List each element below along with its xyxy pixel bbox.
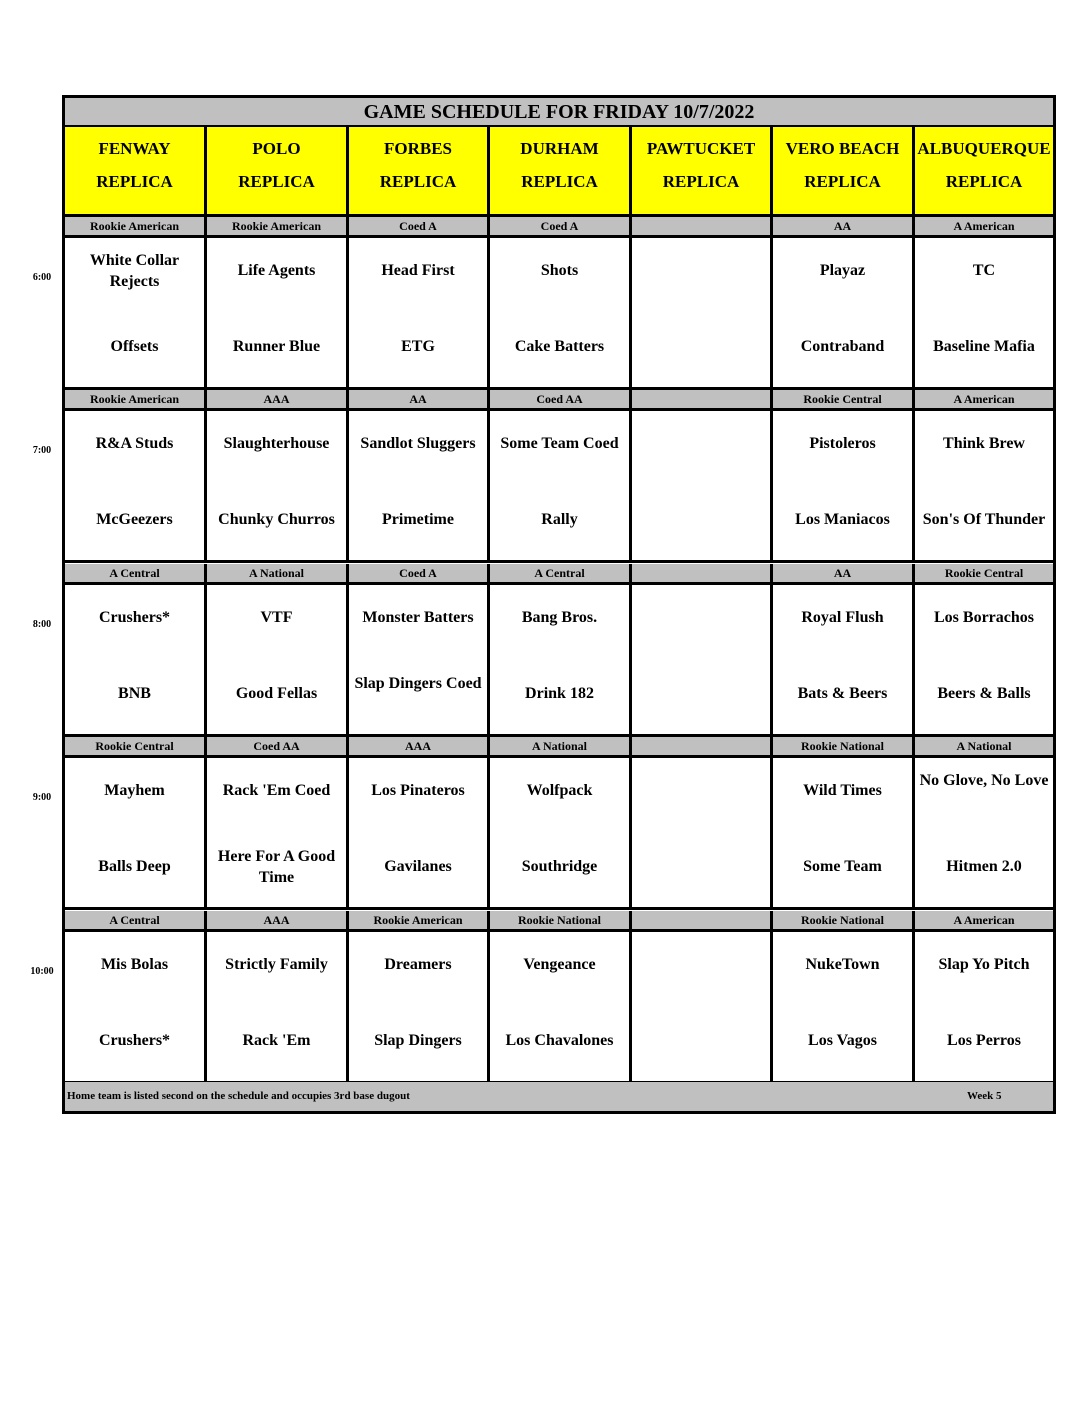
division-label: AAA xyxy=(207,390,349,411)
field-header-0 xyxy=(65,127,207,217)
division-label: Rookie National xyxy=(773,737,915,758)
game-cell xyxy=(65,758,207,910)
away-team: Mayhem xyxy=(104,782,165,799)
field-header-2 xyxy=(349,127,490,217)
field-subtitle: REPLICA xyxy=(96,172,173,191)
field-header-5 xyxy=(773,127,915,217)
home-team: Southridge xyxy=(521,858,598,875)
division-label: Rookie National xyxy=(773,911,915,932)
game-cell xyxy=(773,238,915,390)
division-label: Rookie American xyxy=(65,390,207,411)
home-team: Primetime xyxy=(382,511,454,528)
division-label: AAA xyxy=(207,911,349,932)
division-label xyxy=(632,390,773,411)
schedule-table xyxy=(62,95,1056,1114)
home-team: Here For A Good Time xyxy=(217,848,336,886)
game-cell xyxy=(65,585,207,737)
division-label: A National xyxy=(207,564,349,585)
home-team: McGeezers xyxy=(96,511,173,528)
home-team: Bats & Beers xyxy=(797,685,888,702)
field-subtitle: REPLICA xyxy=(379,172,457,191)
away-team: Mis Bolas xyxy=(100,956,169,973)
game-cell xyxy=(207,758,349,910)
away-team: VTF xyxy=(260,609,293,626)
field-subtitle: REPLICA xyxy=(662,172,740,191)
home-team: Balls Deep xyxy=(98,858,171,875)
home-team: Gavilanes xyxy=(384,858,452,875)
time-label-6-00: 6:00 xyxy=(32,272,52,283)
game-cell xyxy=(349,932,490,1084)
division-label: A Central xyxy=(65,564,207,585)
field-subtitle: REPLICA xyxy=(238,172,315,191)
home-team: Some Team xyxy=(803,858,882,875)
away-team: Some Team Coed xyxy=(500,435,619,452)
division-label: Rookie American xyxy=(65,217,207,238)
home-team: Slap Dingers xyxy=(374,1032,462,1049)
game-cell xyxy=(207,238,349,390)
field-subtitle: REPLICA xyxy=(804,172,881,191)
away-team: Bang Bros. xyxy=(521,609,598,626)
game-cell xyxy=(915,411,1053,563)
field-name: FORBES xyxy=(383,139,453,158)
division-label: Coed AA xyxy=(207,737,349,758)
game-cell xyxy=(632,238,773,390)
time-label-8-00: 8:00 xyxy=(32,619,52,630)
home-team: Rack 'Em xyxy=(242,1032,311,1049)
time-label-9-00: 9:00 xyxy=(32,792,52,803)
game-cell xyxy=(773,758,915,910)
home-team: Runner Blue xyxy=(232,338,321,355)
division-label xyxy=(632,911,773,932)
game-cell xyxy=(632,585,773,737)
field-name: FENWAY xyxy=(98,139,171,158)
home-team: Hitmen 2.0 xyxy=(946,858,1022,875)
division-label: Rookie Central xyxy=(65,737,207,758)
home-team: Crushers* xyxy=(98,1032,171,1049)
away-team: Sandlot Sluggers xyxy=(360,435,476,452)
division-label: A Central xyxy=(490,564,632,585)
game-cell xyxy=(65,238,207,390)
division-label xyxy=(632,217,773,238)
away-team: NukeTown xyxy=(805,956,880,973)
field-header-6 xyxy=(915,127,1053,217)
home-team: Baseline Mafia xyxy=(933,338,1035,355)
game-cell xyxy=(773,411,915,563)
home-team: Offsets xyxy=(110,338,159,355)
field-header-3 xyxy=(490,127,632,217)
home-team: ETG xyxy=(401,338,435,355)
home-team: Son's Of Thunder xyxy=(922,511,1046,528)
away-team: White Collar Rejects xyxy=(89,252,180,290)
field-name: PAWTUCKET xyxy=(646,139,756,158)
division-label: A American xyxy=(915,911,1053,932)
field-name: VERO BEACH xyxy=(785,139,900,158)
away-team: Royal Flush xyxy=(801,609,884,626)
schedule-footer xyxy=(65,1082,1053,1111)
division-label: Rookie American xyxy=(349,911,490,932)
game-cell xyxy=(349,585,490,737)
home-team: Los Maniacos xyxy=(795,511,890,528)
division-label: Rookie American xyxy=(207,217,349,238)
division-label: Coed A xyxy=(349,564,490,585)
game-cell xyxy=(490,758,632,910)
away-team: Vengeance xyxy=(523,956,596,973)
game-cell xyxy=(207,411,349,563)
division-label xyxy=(632,737,773,758)
game-cell xyxy=(490,411,632,563)
field-name: DURHAM xyxy=(520,139,599,158)
time-label-10-00: 10:00 xyxy=(30,966,54,977)
division-label: Coed AA xyxy=(490,390,632,411)
away-team: Shots xyxy=(540,262,579,279)
division-label: Rookie National xyxy=(490,911,632,932)
home-team-note: Home team is listed second on the schedule and occupies 3rd base dugout xyxy=(67,1090,410,1102)
home-team: Los Perros xyxy=(947,1032,1021,1049)
away-team: Los Pinateros xyxy=(371,782,465,799)
game-cell xyxy=(490,585,632,737)
division-label: AAA xyxy=(349,737,490,758)
away-team: Head First xyxy=(381,262,455,279)
division-label: Coed A xyxy=(490,217,632,238)
away-team: No Glove, No Love xyxy=(919,772,1049,789)
division-label: A American xyxy=(915,217,1053,238)
home-team: Rally xyxy=(541,511,578,528)
home-team: Cake Batters xyxy=(514,338,605,355)
division-label xyxy=(632,564,773,585)
division-label: A National xyxy=(915,737,1053,758)
away-team: Playaz xyxy=(819,262,866,279)
away-team: Rack 'Em Coed xyxy=(222,782,331,799)
game-cell xyxy=(490,238,632,390)
field-subtitle: REPLICA xyxy=(945,172,1023,191)
field-header-4 xyxy=(632,127,773,217)
away-team: Wolfpack xyxy=(526,782,593,799)
field-subtitle: REPLICA xyxy=(521,172,598,191)
home-team: Slap Dingers Coed xyxy=(354,675,482,692)
home-team: BNB xyxy=(118,685,151,702)
game-cell xyxy=(349,411,490,563)
game-cell xyxy=(773,932,915,1084)
game-cell xyxy=(632,411,773,563)
game-cell xyxy=(349,238,490,390)
game-cell xyxy=(207,585,349,737)
game-cell xyxy=(65,932,207,1084)
away-team: Dreamers xyxy=(384,956,452,973)
game-cell xyxy=(915,238,1053,390)
home-team: Los Chavalones xyxy=(505,1032,614,1049)
home-team: Los Vagos xyxy=(808,1032,877,1049)
away-team: Pistoleros xyxy=(809,435,876,452)
away-team: Monster Batters xyxy=(362,609,474,626)
game-cell xyxy=(915,758,1053,910)
game-cell xyxy=(632,932,773,1084)
division-label: Rookie Central xyxy=(773,390,915,411)
division-label: Rookie Central xyxy=(915,564,1053,585)
field-name: ALBUQUERQUE xyxy=(917,139,1051,158)
home-team: Beers & Balls xyxy=(937,685,1031,702)
away-team: Los Borrachos xyxy=(934,609,1034,626)
away-team: Slaughterhouse xyxy=(223,435,330,452)
home-team: Chunky Churros xyxy=(218,511,335,528)
game-cell xyxy=(349,758,490,910)
game-cell xyxy=(915,585,1053,737)
division-label: AA xyxy=(349,390,490,411)
away-team: Think Brew xyxy=(943,435,1025,452)
time-label-7-00: 7:00 xyxy=(32,445,52,456)
away-team: Wild Times xyxy=(803,782,882,799)
away-team: Strictly Family xyxy=(225,956,328,973)
home-team: Drink 182 xyxy=(525,685,594,702)
game-cell xyxy=(490,932,632,1084)
home-team: Contraband xyxy=(800,338,885,355)
field-header-1 xyxy=(207,127,349,217)
game-cell xyxy=(207,932,349,1084)
game-cell xyxy=(65,411,207,563)
week-label: Week 5 xyxy=(967,1090,1002,1102)
home-team: Good Fellas xyxy=(235,685,318,702)
game-cell xyxy=(773,585,915,737)
division-label: AA xyxy=(773,217,915,238)
away-team: TC xyxy=(972,262,996,279)
away-team: Crushers* xyxy=(98,609,171,626)
game-cell xyxy=(915,932,1053,1084)
division-label: A National xyxy=(490,737,632,758)
division-label: A American xyxy=(915,390,1053,411)
away-team: Life Agents xyxy=(237,262,316,279)
away-team: Slap Yo Pitch xyxy=(938,956,1030,973)
schedule-title: GAME SCHEDULE FOR FRIDAY 10/7/2022 xyxy=(65,98,1053,127)
division-label: A Central xyxy=(65,911,207,932)
game-cell xyxy=(632,758,773,910)
division-label: Coed A xyxy=(349,217,490,238)
away-team: R&A Studs xyxy=(95,435,174,452)
field-name: POLO xyxy=(252,139,301,158)
division-label: AA xyxy=(773,564,915,585)
